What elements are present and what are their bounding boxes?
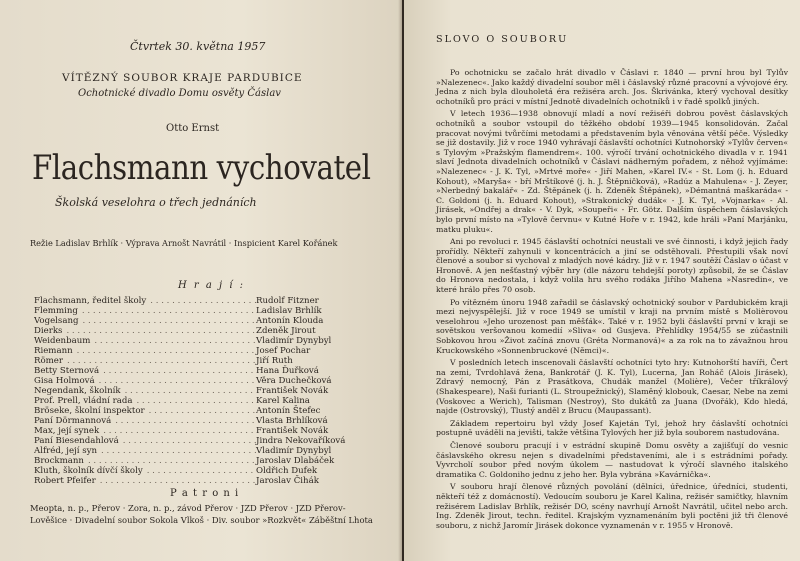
cast-heading: H r a j í : — [178, 280, 246, 291]
article-paragraph: V souboru hrají členové různých povolání (dělníci, úřednice, úředníci, studenti, někteří též z domácností). Vedoucím souboru je Karel Kalina, režisér samičtky, hlavním režisérem Ladislav Brhlík, režisér DO, scény navrhují Arnošt Navrátil, učitel nebo arch. Ing. Zdeněk Jirout, techn. ředitel. Krajským vyznamenáním byli poctěni již tři členové souboru, z nichž Jaromír Jirásek dokonce vyznamenán v r. 1955 v Hronově. — [436, 482, 788, 530]
cast-row — [34, 426, 364, 436]
cast-row — [34, 416, 364, 426]
play-author: Otto Ernst — [166, 123, 220, 134]
cast-row — [34, 396, 364, 406]
cast-actor: Vladimír Dynybyl — [256, 446, 332, 456]
cast-actor: Jaroslav Čihák — [256, 476, 319, 486]
cast-actor: Jaroslav Dlabáček — [256, 456, 335, 466]
cast-role: Prof. Prell, vládní rada . . . — [34, 396, 256, 406]
cast-actor: Karel Kalina — [256, 396, 310, 406]
cast-actor: Věra Duchečková — [256, 376, 332, 386]
cast-actor: Vladimír Dynybyl — [256, 336, 332, 346]
cast-row — [34, 376, 364, 386]
cast-row — [34, 386, 364, 396]
play-title: Flachsmann vychovatel — [32, 148, 371, 188]
cast-actor: Jindra Nekovaříková — [256, 436, 346, 446]
cast-row — [34, 326, 364, 336]
cast-actor: Josef Pochar — [256, 346, 311, 356]
cast-role: Alfréd, její syn . . . — [34, 446, 256, 456]
cast-actor: František Novák — [256, 426, 329, 436]
institution-name: Ochotnické divadlo Domu osvěty Čáslav — [78, 88, 281, 99]
cast-role: Paní Dörmannová . . . — [34, 416, 256, 426]
cast-row — [34, 406, 364, 416]
cast-row — [34, 456, 364, 466]
article-paragraph: Základem repertoiru byl vždy Josef Kajetán Tyl, jehož hry čáslavští ochotníci postupně uváděli na jevišti, takže většina Tylových her již byla souborem nastudována. — [436, 418, 788, 438]
cast-actor: Ladislav Brhlík — [256, 306, 322, 316]
production-credits: Režie Ladislav Brhlík · Výprava Arnošt Navrátil · Inspicient Karel Kořánek — [30, 238, 338, 248]
cast-role: Betty Sternová . . . — [34, 366, 256, 376]
article-paragraph: V posledních letech inscenovali čáslavští ochotníci tyto hry: Kutnohorští havíři, Čert na zemi, Tvrdohlavá žena, Bankrotář (J. K. Tyl), Lucerna, Jan Roháč (Alois Jirásek), Zdravý nemocný, Pán z Prasátkova, Chudák manžel (Molière), Večer tříkrálový (Shakespeare), Naši furianti (L. Stroupežnický), Slaměný klobouk, Caesar, Nebe na zemi (Voskovec a Werich), Talisman (Nestroy), Sto dukátů za Juana (Dvořák), Kdo hledá, najde (Ostrovský), Tlustý anděl z Brucu (Maupassant). — [436, 358, 788, 416]
cast-row — [34, 306, 364, 316]
patrons-heading: P a t r o n i — [170, 488, 240, 499]
right-page — [404, 0, 800, 561]
cast-row — [34, 346, 364, 356]
article-body — [436, 68, 788, 533]
cast-actor: František Novák — [256, 386, 329, 396]
cast-row — [34, 356, 364, 366]
patrons-list — [30, 502, 375, 526]
cast-role: Vogelsang . . . — [34, 316, 256, 326]
cast-role: Dierks . . . — [34, 326, 256, 336]
cast-role: Paní Biesendahlová . . . — [34, 436, 256, 446]
article-paragraph: Po ochotnicku se začalo hrát divadlo v Čáslavi r. 1840 — první hrou byl Tylův »Nalezenec«. Jako každý divadelní soubor měl i čáslavský různé pracovní a vývojové éry. Jedna z nich byla dlouholetá éra režiséra arch. Jos. Škrivánka, který vychoval desítky ochotníků pro práci v místní Jednotě divadelních ochotníků i v řadě spolků jiných. — [436, 68, 788, 106]
cast-role: Gisa Holmová . . . — [34, 376, 256, 386]
ensemble-title: VÍTĚZNÝ SOUBOR KRAJE PARDUBICE — [62, 72, 303, 84]
cast-role: Weidenbaum . . . — [34, 336, 256, 346]
cast-actor: Jiří Ruth — [256, 356, 293, 366]
cast-row — [34, 316, 364, 326]
cast-role: Flachsmann, ředitel školy . . . — [34, 296, 256, 306]
cast-role: Negendank, školník . . . — [34, 386, 256, 396]
cast-row — [34, 446, 364, 456]
article-paragraph: Ani po revoluci r. 1945 čáslavští ochotníci neustali ve své činnosti, i když jejich řady prořídly. Někteří zahynuli v koncentrácích a jiní se odstěhovali. Přestupili však noví členové a soubor si vychoval z mladých nové kádry. Již v r. 1947 soutěží Čáslav o účast v Hronově. A jen nešťastný výběr hry (dle názoru tehdejší poroty) způsobil, že se Čáslav do Hronova nedostala, i když volila hru svého rodáka Jiřího Mahena »Nasredin«, ve které hrálo přes 70 osob. — [436, 237, 788, 295]
cast-row — [34, 436, 364, 446]
cast-row — [34, 336, 364, 346]
article-paragraph: Po vítězném únoru 1948 zařadil se čáslavský ochotnický soubor v Pardubickém kraji mezi nejvyspělejší. Již v roce 1949 se umístil v kraji na prvním místě s Molièrovou veselohrou »Jeho urozenost pan měšťák«. Také v r. 1952 byli čáslavští první v kraji se sovětskou veršovanou komedií »Sliva« od Gusjeva. Přehlídky 1954/55 se zúčastnili Sobkovou hrou »Život začíná znovu (Gréta Normanová)« a za rok na to závažnou hrou Kruckowského »Sonnenbruckové (Němci)«. — [436, 297, 788, 355]
article-paragraph: Členové souboru pracují i v estrádní skupině Domu osvěty a zajišťují do vesnic čáslavského okresu nejen s divadelními představeními, ale i s estrádními pořady. Vyvrcholí soubor před novým úkolem — nastudovat k výročí slavného italského dramatika C. Goldoniho jednu z jeho her. Byla vybrána »Kavárnička«. — [436, 440, 788, 479]
performance-date: Čtvrtek 30. května 1957 — [130, 40, 266, 53]
cast-actor: Antonín Štefec — [256, 406, 321, 416]
patrons-line: Meopta, n. p., Přerov · Zora, n. p., závod Přerov · JZD Přerov · JZD Přerov- — [30, 503, 346, 513]
cast-actor: Oldřich Dufek — [256, 466, 318, 476]
cast-actor: Vlasta Brhlíková — [256, 416, 328, 426]
cast-actor: Zdeněk Jirout — [256, 326, 316, 336]
cast-row — [34, 466, 364, 476]
cast-role: Robert Pfeifer . . . — [34, 476, 256, 486]
article-paragraph: V letech 1936—1938 obnovují mladí a noví režiséři dobrou pověst čáslavských ochotníků a soubor vstoupil do těžkého období 1939—1945 konsolidován. Začal pracovat novými tvůrčími metodami a představením byla věnována větší péče. Výsledky se již dostavily. Již v roce 1940 vyhrávají čáslavští ochotníci Kutnohorský »Tylův červen« s Tylovým »Pražským flamendrem«. 100. výročí trvání ochotnického divadla v r. 1941 slaví Jednota divadelních ochotníků v Čáslavi nádherným pořadem, z něhož vyjímáme: »Nalezenec« - J. K. Tyl, »Mrtvé moře« - Jiří Mahen, »Karel IV.« - St. Lom (j. h. Eduard Kohout), »Maryša« - bří Mrštíkové (j. h. J. Štěpničková), »Radúz a Mahulena« - J. Zeyer, »Nerbedný bakalář« - Zd. Štěpánek (j. h. Zdeněk Štěpánek), »Démantná maškaráda« - C. Goldoni (j. h. Eduard Kohout), »Strakonický dudák« - J. K. Tyl, »Vojnarka« - Al. Jirásek, »Ondřej a drak« - V. Dyk, »Soupeři« - Fr. Götz. Dalším úspěchem čáslavských bylo první místo na »Tylově červnu« v Kutné Hoře v r. 1942, kde hráli »Paní Marjánku, matku pluku«. — [436, 109, 788, 234]
cast-actor: Hana Ďuřková — [256, 366, 319, 376]
cast-role: Max, její synek . . . — [34, 426, 256, 436]
patrons-line: Lověšice · Divadelní soubor Sokola Vlkoš · Div. soubor »Rozkvět« Záběštní Lhota — [30, 515, 373, 525]
cast-list — [34, 296, 364, 486]
section-heading: SLOVO O SOUBORU — [436, 34, 569, 45]
cast-role: Brockmann . . . — [34, 456, 256, 466]
cast-role: Römer . . . — [34, 356, 256, 366]
play-subtitle: Školská veselohra o třech jednáních — [55, 196, 257, 209]
cast-role: Riemann . . . — [34, 346, 256, 356]
cast-row — [34, 296, 364, 306]
cast-actor: Rudolf Fitzner — [256, 296, 319, 306]
cast-role: Bröseke, školní inspektor . . . — [34, 406, 256, 416]
cast-row — [34, 476, 364, 486]
cast-role: Flemming . . . — [34, 306, 256, 316]
cast-row — [34, 366, 364, 376]
cast-role: Kluth, školník dívčí školy . . . — [34, 466, 256, 476]
cast-actor: Antonín Klouda — [256, 316, 324, 326]
